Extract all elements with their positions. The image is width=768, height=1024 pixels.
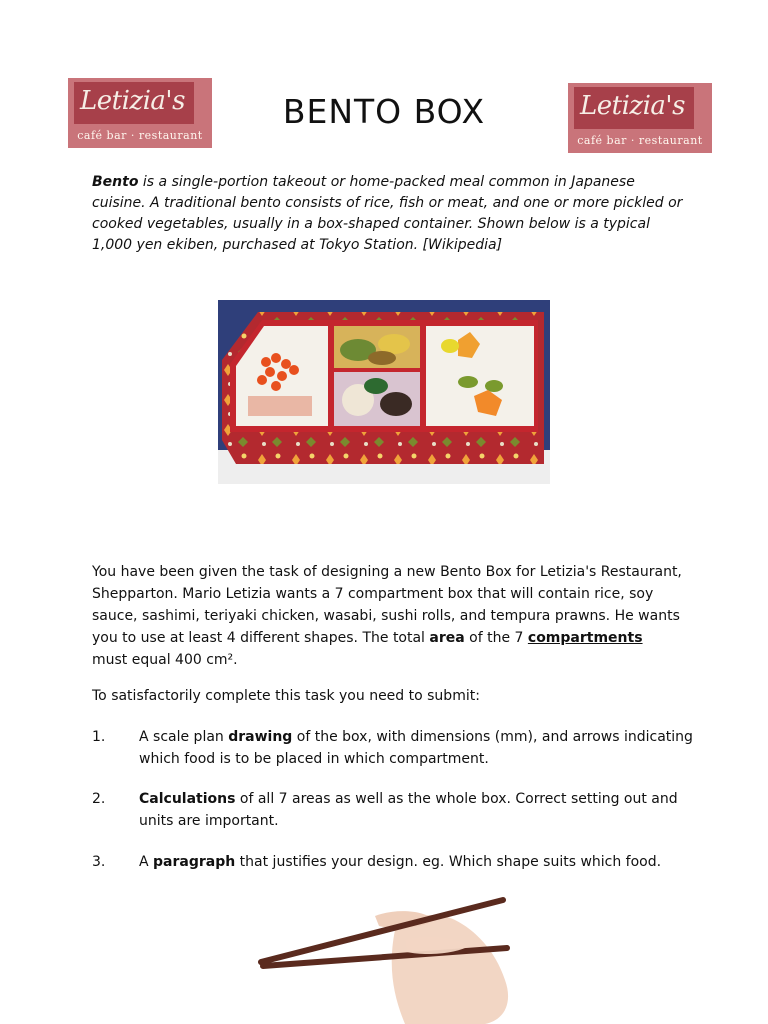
submit-instruction: To satisfactorily complete this task you need to submit:	[92, 688, 480, 704]
item-number: 3.	[92, 854, 106, 870]
intro-paragraph	[92, 172, 692, 256]
bento-term: Bento	[92, 174, 139, 190]
item-text: A paragraph that justifies your design. eg. Which shape suits which food.	[139, 854, 662, 870]
chopsticks-hand-image	[255, 890, 525, 1024]
logo-brand-text: Letizia's	[580, 91, 685, 121]
task-text-2: of the 7	[464, 630, 528, 646]
task-paragraph	[92, 561, 682, 671]
hand-shape	[392, 915, 508, 1024]
task-text-1: You have been given the task of designing a new Bento Box for Letizia's Restaurant, Shepparton. Mario Letizia wants a 7 compartment box that will contain rice, soy sauce, sashimi, teriyaki chicken, wasabi, sushi rolls, and tempura prawns. He wants you to use at least 4 different shapes. The total	[92, 564, 682, 646]
logo-brand-text: Letizia's	[80, 86, 185, 116]
area-term: area	[429, 630, 465, 646]
item-number: 2.	[92, 791, 106, 807]
bento-box-photo	[218, 300, 550, 484]
salmon-flakes	[248, 396, 312, 416]
item-text: A scale plan drawing of the box, with dimensions (mm), and arrows indicating which food is to be placed in which compartment.	[139, 729, 693, 767]
compartments-term: compartments	[527, 630, 643, 646]
page-title: BENTO BOX	[282, 92, 486, 131]
item-number: 1.	[92, 729, 106, 745]
logo-subtitle: café bar · restaurant	[577, 134, 703, 147]
intro-text: is a single-portion takeout or home-packed meal common in Japanese cuisine. A traditional bento consists of rice, fish or meat, and one or more pickled or cooked vegetables, usually in a box-shaped container. Shown below is a typical 1,000 yen ekiben, purchased at Tokyo Station. [Wikipedia]	[92, 174, 683, 253]
logo-subtitle: café bar · restaurant	[77, 129, 203, 142]
task-text-3: must equal 400 cm².	[92, 652, 238, 668]
item-text: Calculations of all 7 areas as well as the whole box. Correct setting out and units are important.	[139, 791, 678, 829]
